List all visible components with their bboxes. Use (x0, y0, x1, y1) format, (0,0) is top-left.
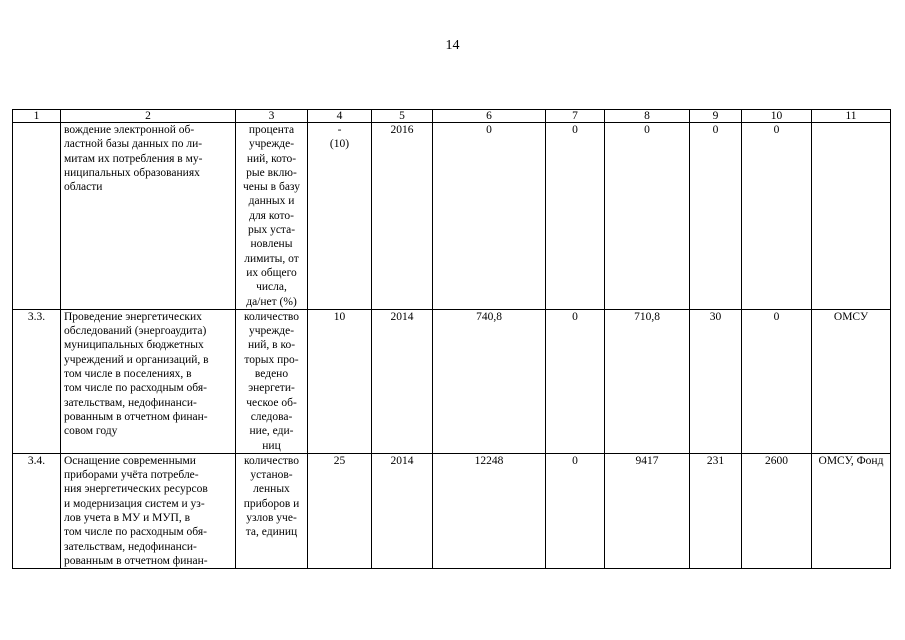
row-number: 3.4. (13, 453, 61, 568)
indicator-value (308, 309, 372, 453)
activity-name-line: ластной базы данных по ли- (64, 138, 203, 151)
indicator-name-line: количество (244, 310, 299, 323)
funding-col10: 0 (742, 123, 812, 310)
column-number: 3 (236, 110, 308, 123)
activity-name-line: Проведение энергетических (64, 310, 202, 323)
activity-name-line: митам их потребления в му- (64, 152, 203, 165)
table-row (13, 309, 891, 453)
activity-name-line: зательствам, недофинанси- (64, 540, 197, 553)
indicator-name-line: рых уста- (247, 224, 296, 237)
funding-col9: 30 (690, 309, 742, 453)
indicator-value-line: 10 (333, 310, 346, 323)
indicator-name-line: числа, (256, 281, 287, 294)
activity-name-line: вождение электронной об- (64, 124, 195, 136)
activity-name-line: области (64, 181, 103, 194)
indicator-name-line: ческое об- (246, 396, 297, 409)
indicator-value (308, 123, 372, 310)
activity-name-line: том числе по расходным обя- (64, 526, 207, 539)
activity-name-line: приборами учёта потребле- (64, 469, 199, 482)
funding-col8: 9417 (605, 453, 690, 568)
indicator-name-line: установ- (250, 469, 293, 482)
activity-name-line: том числе в поселениях, в (64, 368, 192, 381)
column-number: 5 (372, 110, 433, 123)
funding-col9: 0 (690, 123, 742, 310)
activity-name-line: муниципальных бюджетных (64, 339, 204, 352)
funding-col10: 2600 (742, 453, 812, 568)
activity-name-line: рованным в отчетном финан- (64, 554, 208, 567)
indicator-name-line: ленных (253, 483, 290, 496)
funding-col10: 0 (742, 309, 812, 453)
funding-col8: 0 (605, 123, 690, 310)
funding-col7: 0 (546, 453, 605, 568)
indicator-name-line: для кото- (249, 209, 294, 222)
indicator-name-line: ний, кото- (246, 152, 297, 165)
activity-name-line: учреждений и организаций, в (64, 353, 209, 366)
activity-name-line: Оснащение современными (64, 454, 196, 467)
indicator-name-line: ниц (262, 439, 281, 452)
indicator-name-line: их общего (246, 266, 297, 279)
year-cell: 2014 (372, 453, 433, 568)
indicator-name-line: учрежде- (248, 325, 295, 338)
activity-name-line: совом году (64, 425, 118, 438)
activity-name-line: том числе по расходным обя- (64, 382, 207, 395)
column-number: 6 (433, 110, 546, 123)
column-number: 9 (690, 110, 742, 123)
indicator-name-line: учрежде- (248, 138, 295, 151)
indicator-name-line: процента (248, 124, 295, 136)
activity-name (61, 123, 236, 310)
activity-name (61, 453, 236, 568)
indicator-name (236, 453, 308, 568)
activity-name-line: лов учета в МУ и МУП, в (64, 512, 191, 525)
column-number: 2 (61, 110, 236, 123)
executor (812, 123, 891, 310)
indicator-name-line: лимиты, от (244, 252, 299, 265)
executor: ОМСУ, Фонд (812, 453, 891, 568)
indicator-name-line: данных и (248, 195, 295, 208)
indicator-name-line: ний, в ко- (247, 339, 296, 352)
column-number: 7 (546, 110, 605, 123)
page-number: 14 (445, 38, 460, 53)
indicator-name-line: узлов уче- (246, 512, 297, 525)
program-activities-table (12, 109, 891, 569)
indicator-name-line: количество (244, 454, 299, 467)
column-number: 10 (742, 110, 812, 123)
indicator-name-line: торых про- (244, 353, 299, 366)
funding-col7: 0 (546, 309, 605, 453)
indicator-name-line: энергети- (248, 382, 295, 395)
year-cell: 2016 (372, 123, 433, 310)
funding-col7: 0 (546, 123, 605, 310)
activity-name-line: и модернизация систем и уз- (64, 497, 205, 510)
indicator-value-line: (10) (329, 138, 350, 151)
indicator-name-line: та, единиц (245, 526, 298, 539)
total-funding: 740,8 (433, 309, 546, 453)
executor: ОМСУ (812, 309, 891, 453)
indicator-value-line: - (337, 124, 342, 136)
indicator-name (236, 123, 308, 310)
indicator-name-line: рые вклю- (246, 166, 297, 179)
column-number-row (13, 110, 891, 123)
indicator-name-line: да/нет (%) (246, 295, 297, 308)
indicator-name (236, 309, 308, 453)
row-number: 3.3. (13, 309, 61, 453)
funding-col9: 231 (690, 453, 742, 568)
indicator-name-line: чены в базу (243, 181, 300, 194)
column-number: 8 (605, 110, 690, 123)
funding-col8: 710,8 (605, 309, 690, 453)
table-row (13, 453, 891, 568)
indicator-name-line: следова- (250, 410, 293, 423)
total-funding: 0 (433, 123, 546, 310)
indicator-value (308, 453, 372, 568)
row-number (13, 123, 61, 310)
activity-name-line: рованным в отчетном финан- (64, 410, 208, 423)
activity-name-line: ниципальных образованиях (64, 166, 200, 179)
indicator-name-line: ние, еди- (249, 425, 294, 438)
column-number: 1 (13, 110, 61, 123)
total-funding: 12248 (433, 453, 546, 568)
activity-name-line: ния энергетических ресурсов (64, 483, 208, 496)
activity-name (61, 309, 236, 453)
column-number: 4 (308, 110, 372, 123)
indicator-name-line: новлены (250, 238, 293, 251)
indicator-value-line: 25 (333, 454, 346, 467)
year-cell: 2014 (372, 309, 433, 453)
table-row (13, 123, 891, 310)
indicator-name-line: ведено (254, 368, 289, 381)
activity-name-line: зательствам, недофинанси- (64, 396, 197, 409)
indicator-name-line: приборов и (243, 497, 300, 510)
activity-name-line: обследований (энергоаудита) (64, 325, 207, 338)
column-number: 11 (812, 110, 891, 123)
